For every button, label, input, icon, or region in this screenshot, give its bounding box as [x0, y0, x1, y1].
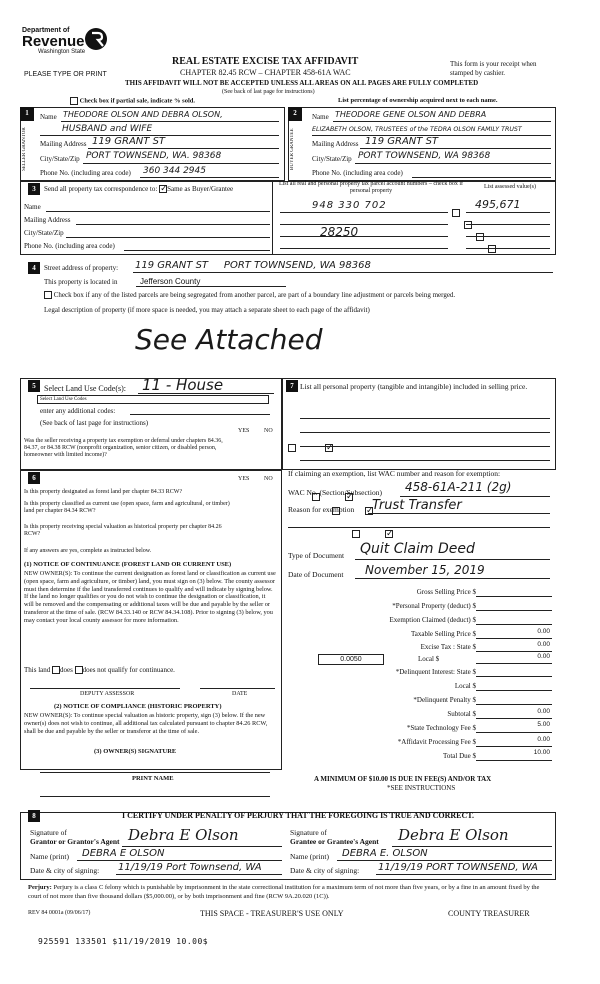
processing-value: 0.00	[537, 736, 550, 743]
grantor-date-label: Date & city of signing:	[30, 866, 100, 875]
send-label: Send all property tax correspondence to:	[44, 185, 158, 193]
section-1-num: 1	[20, 107, 34, 121]
seller-name-1[interactable]: THEODORE OLSON AND DEBRA OLSON,	[63, 110, 223, 119]
revenue-logo	[22, 27, 112, 67]
grantor-sig-prefix: Signature of	[30, 828, 67, 837]
section-7-num: 7	[286, 380, 298, 392]
personal-property-text: List all personal property (tangible and intangible) included in selling price.	[300, 382, 528, 391]
exemption-label: Exemption Claimed (deduct) $	[389, 616, 476, 624]
this-land-label: This land	[24, 666, 51, 674]
doc-date-label: Date of Document	[288, 570, 344, 579]
pp-check-3[interactable]	[476, 233, 484, 241]
does-checkbox[interactable]	[52, 666, 60, 674]
local-label: Local $	[418, 655, 440, 663]
certify-text: I CERTIFY UNDER PENALTY OF PERJURY THAT THE FOREGOING IS TRUE AND CORRECT.	[122, 811, 475, 820]
street-label: Street address of property:	[44, 264, 119, 272]
value-1[interactable]: 495,671	[475, 198, 521, 211]
partial-sale	[70, 97, 195, 105]
taxable-value: 0.00	[537, 628, 550, 635]
total-value: 10.00	[533, 749, 550, 756]
s6-no: NO	[264, 476, 273, 482]
s3-name-label: Name	[24, 203, 41, 211]
perjury-body: Perjury is a class C felony which is punishable by imprisonment in the state correctional institution for a maximum term of not more than five years, or by a fine in an amount fixed by the court of not more than five thousand dollars ($5,000.00), or by both imprisonment and fine (RCW 9A.20.020 (1C)).	[28, 884, 540, 900]
pp-check-2[interactable]	[464, 221, 472, 229]
does-not-label: does not qualify for continuance.	[82, 666, 175, 674]
parcel-head: List all real and personal property tax parcel account numbers – check box if personal property	[278, 181, 464, 194]
seller-address-label: Mailing Address	[40, 140, 87, 148]
grantee-date-label: Date & city of signing:	[290, 866, 360, 875]
land-use-select[interactable]: Select Land Use Codes	[37, 395, 269, 404]
s6-q2: Is this property classified as current use (open space, farm and agricultural, or timber) land per chapter 84.34 RCW?	[24, 501, 230, 514]
form-subtitle: CHAPTER 82.45 RCW – CHAPTER 458-61A WAC	[180, 68, 351, 77]
section-4-num: 4	[28, 262, 40, 274]
seller-name-label: Name	[40, 113, 57, 121]
local-rate: 0.0050	[318, 654, 384, 665]
seller-vlabel: SELLER GRANTOR	[22, 127, 27, 171]
grantor-name-label: Name (print)	[30, 852, 69, 861]
wac-label: WAC No. (Section/Subsection)	[288, 488, 382, 497]
seller-address[interactable]: 119 GRANT ST	[92, 136, 166, 147]
minimum-note: A MINIMUM OF $10.00 IS DUE IN FEE(S) AND/OR TAX	[314, 775, 492, 783]
grantee-name-label: Name (print)	[290, 852, 329, 861]
subtotal-label: Subtotal $	[447, 710, 476, 718]
segregated	[44, 291, 455, 299]
agency-state: Washington State	[38, 49, 86, 56]
located-label: This property is located in	[44, 278, 118, 286]
buyer-name-1[interactable]: THEODORE GENE OLSON AND DEBRA	[335, 110, 487, 119]
continuance-text: NEW OWNER(S): To continue the current designation as forest land or classification as current use (open space, farm and agriculture, or timber) land, you must sign on (3) below. The county assessor must then determine if the land transferred continues to qualify and will indicate by signing below. If the land no longer qualifies or you do not wish to continue the designation or classification, it will be removed and the compensating or additional taxes will be due and payable by the seller or transferor at the time of sale. (RCW 84.33.140 or RCW 84.34.108). Prior to signing (3) below, you may contact your local county assessor for more information.	[24, 570, 276, 624]
s6-q3-no[interactable]	[385, 530, 393, 538]
buyer-address-label: Mailing Address	[312, 140, 359, 148]
total-label: Total Due $	[443, 752, 476, 760]
does-not-checkbox[interactable]	[75, 666, 83, 674]
s3-phone-label: Phone No. (including area code)	[24, 242, 115, 250]
compliance-text: NEW OWNER(S): To continue special valuation as historic property, sign (3) below. If the new owner(s) does not wish to continue, all additional tax calculated pursuant to chapter 84.26 RCW, shall be due and payable by the seller or transferor at the time of sale.	[24, 712, 268, 735]
see-back-note: (See back of last page for instructions)	[222, 89, 315, 95]
buyer-phone-label: Phone No. (including area code)	[312, 169, 403, 177]
revenue-logo-icon	[84, 27, 108, 51]
value-head: List assessed value(s)	[484, 184, 536, 190]
form-title: REAL ESTATE EXCISE TAX AFFIDAVIT	[172, 56, 359, 67]
legal-label: Legal description of property (if more space is needed, you may attach a separate sheet to each page of the affidavit)	[44, 306, 370, 314]
county: Jefferson County	[140, 277, 201, 286]
local-value: 0.00	[537, 653, 550, 660]
grantor-signature[interactable]: Debra E Olson	[128, 826, 239, 844]
s6-q1: Is this property designated as forest land per chapter 84.33 RCW?	[24, 489, 183, 495]
buyer-name-label: Name	[312, 113, 329, 121]
grantee-signature[interactable]: Debra E Olson	[398, 826, 509, 844]
deputy-assessor: DEPUTY ASSESSOR	[80, 691, 135, 697]
processing-label: *Affidavit Processing Fee $	[397, 738, 476, 746]
seller-name-2[interactable]: HUSBAND and WIFE	[62, 124, 153, 134]
perjury-text	[28, 884, 553, 901]
interest-local-label: Local $	[454, 682, 476, 690]
buyer-address[interactable]: 119 GRANT ST	[365, 136, 439, 147]
s6-yes: YES	[238, 476, 250, 482]
print-name: PRINT NAME	[132, 775, 174, 782]
tech-fee-value: 5.00	[537, 721, 550, 728]
grantor-agent-label: Grantor or Grantor's Agent	[30, 837, 120, 846]
interest-label: *Delinquent Interest: State $	[395, 668, 476, 676]
grantee-name[interactable]: DEBRA E. OLSON	[342, 848, 428, 859]
grantee-sig-prefix: Signature of	[290, 828, 327, 837]
s3-mail-label: Mailing Address	[24, 216, 71, 224]
excise-value: 0.00	[537, 641, 550, 648]
grantee-sig-label	[290, 828, 379, 846]
subtotal-value: 0.00	[537, 708, 550, 715]
segregated-label: Check box if any of the listed parcels are being segregated from another parcel, are part of a boundary line adjustment or parcels being merged.	[53, 291, 456, 299]
buyer-city-label: City/State/Zip	[312, 155, 352, 163]
rev-code: REV 84 0001a (09/06/17)	[28, 910, 91, 916]
section-8-num: 8	[28, 810, 40, 822]
this-land	[24, 666, 175, 674]
compliance-title: (2) NOTICE OF COMPLIANCE (HISTORIC PROPERTY)	[54, 703, 222, 710]
reason-label: Reason for exemption	[288, 505, 355, 514]
exemption-head: If claiming an exemption, list WAC number and reason for exemption:	[288, 469, 501, 478]
same-as-buyer-label: Same as Buyer/Grantee	[167, 185, 234, 193]
agency-name: Revenue	[22, 33, 85, 51]
receipt-note: This form is your receipt when stamped by cashier.	[450, 60, 537, 77]
print-note: PLEASE TYPE OR PRINT	[24, 71, 107, 78]
seller-city-label: City/State/Zip	[40, 155, 80, 163]
pct-note: List percentage of ownership acquired next to each name.	[338, 97, 498, 104]
tech-fee-label: *State Technology Fee $	[406, 724, 476, 732]
section-5-num: 5	[28, 380, 40, 392]
s3-city-label: City/State/Zip	[24, 229, 64, 237]
assessor-date: DATE	[232, 691, 248, 697]
form-warning: THIS AFFIDAVIT WILL NOT BE ACCEPTED UNLESS ALL AREAS ON ALL PAGES ARE FULLY COMPLETED	[125, 79, 479, 87]
exemption-reason[interactable]: Trust Transfer	[372, 498, 462, 513]
additional-codes: enter any additional codes:	[40, 407, 116, 415]
land-use-label: Select Land Use Code(s):	[44, 384, 126, 393]
buyer-city[interactable]: PORT TOWNSEND, WA 98368	[358, 151, 491, 161]
pp-check-4[interactable]	[488, 245, 496, 253]
grantor-name[interactable]: DEBRA E OLSON	[82, 848, 165, 859]
section-2-num: 2	[288, 107, 302, 121]
partial-sale-checkbox[interactable]	[70, 97, 78, 105]
seller-city[interactable]: PORT TOWNSEND, WA. 98368	[86, 151, 222, 161]
treasurer-space: THIS SPACE - TREASURER'S USE ONLY	[200, 909, 344, 918]
s6-if-yes: If any answers are yes, complete as instructed below.	[24, 548, 152, 554]
section-6-num: 6	[28, 472, 40, 484]
taxable-label: Taxable Selling Price $	[410, 630, 476, 638]
owner-sig-title: (3) OWNER(S) SIGNATURE	[94, 748, 177, 755]
partial-sale-label: Check box if partial sale, indicate % sold.	[79, 97, 196, 105]
parcel-2[interactable]: 28250	[320, 225, 359, 239]
doc-type[interactable]: Quit Claim Deed	[360, 541, 475, 557]
parcel-1[interactable]: 948 330 702	[312, 200, 387, 211]
s6-q3: Is this property receiving special valuation as historical property per chapter 84.26 RCW?	[24, 524, 222, 537]
excise-label: Excise Tax : State $	[420, 643, 476, 651]
send-correspondence	[44, 185, 233, 193]
buyer-vlabel: BUYER GRANTEE	[290, 128, 295, 170]
segregated-checkbox[interactable]	[44, 291, 52, 299]
seller-phone[interactable]: 360 344 2945	[143, 166, 206, 176]
gross-label: Gross Selling Price $	[416, 588, 476, 596]
s5-see-back: (See back of last page for instructions)	[40, 419, 149, 427]
land-use-code[interactable]: 11 - House	[142, 376, 224, 394]
grantee-agent-label: Grantee or Grantee's Agent	[290, 837, 379, 846]
buyer-name-2[interactable]: ELIZABETH OLSON, TRUSTEES of the TEDRA OLSON FAMILY TRUST	[312, 126, 522, 133]
seller-phone-label: Phone No. (including area code)	[40, 169, 131, 177]
agency-top: Department of	[22, 27, 70, 34]
grantor-sig-label	[30, 828, 120, 846]
s6-q3-yes[interactable]	[352, 530, 360, 538]
section-3-num: 3	[28, 183, 40, 195]
receipt-stamp: 925591 133501 $11/19/2019 10.00$	[38, 937, 209, 946]
street-address[interactable]: 119 GRANT ST PORT TOWNSEND, WA 98368	[135, 260, 371, 271]
s5-question: Was the seller receiving a property tax exemption or deferral under chapters 84.36, 84.37, or 84.38 RCW (nonprofit organization, senior citizen, or disabled person, homeowner with limited income)?	[24, 438, 223, 458]
grantor-date[interactable]: 11/19/19 Port Townsend, WA	[118, 862, 262, 873]
wac-number[interactable]: 458-61A-211 (2g)	[405, 480, 512, 494]
penalty-label: *Delinquent Penalty $	[413, 696, 476, 704]
s5-yes: YES	[238, 428, 250, 434]
s5-no: NO	[264, 428, 273, 434]
county-treasurer: COUNTY TREASURER	[448, 909, 530, 918]
see-instructions: *SEE INSTRUCTIONS	[387, 784, 456, 792]
doc-date[interactable]: November 15, 2019	[365, 563, 485, 577]
does-label: does	[60, 666, 73, 674]
doc-type-label: Type of Document	[288, 551, 345, 560]
personal-label: *Personal Property (deduct) $	[392, 602, 476, 610]
grantee-date[interactable]: 11/19/19 PORT TOWNSEND, WA	[378, 862, 539, 873]
same-as-buyer-checkbox[interactable]	[159, 185, 167, 193]
perjury-label: Perjury:	[28, 884, 52, 891]
pp-check-1[interactable]	[452, 209, 460, 217]
legal-description[interactable]: See Attached	[135, 323, 323, 356]
continuance-title: (1) NOTICE OF CONTINUANCE (FOREST LAND OR CURRENT USE)	[24, 561, 232, 568]
